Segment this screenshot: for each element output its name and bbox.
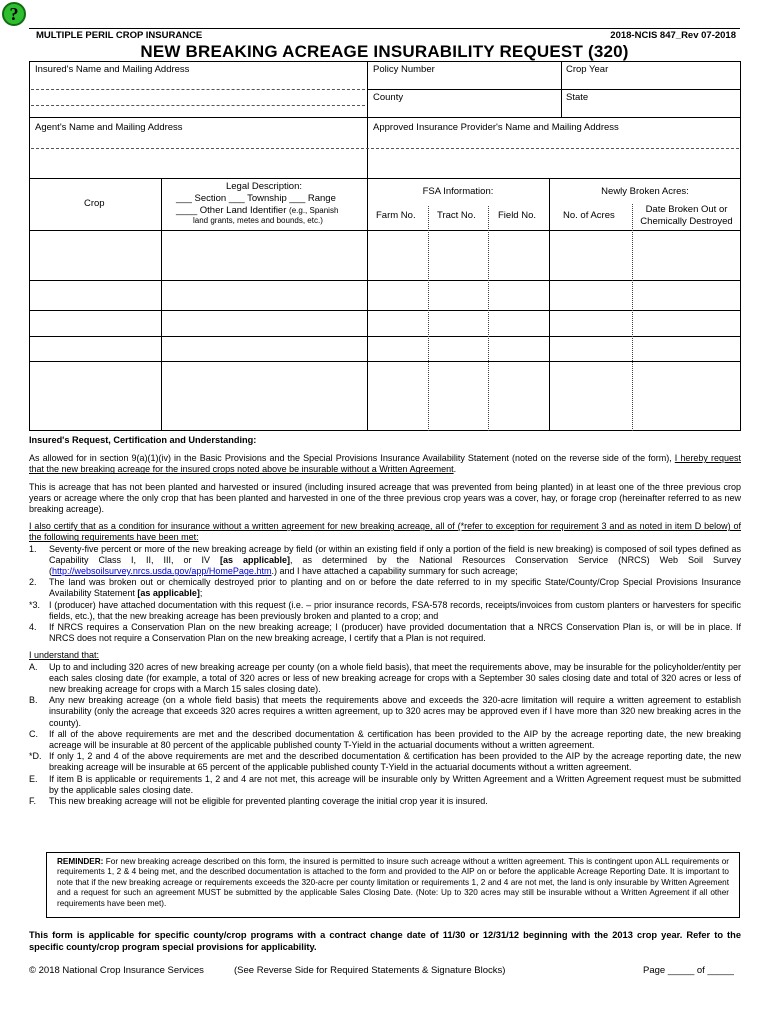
certify-paragraph: I also certify that as a condition for insurance without a written agreement for new breaking acreage, all of (*refer to exception for requirement 3 and as noted in item D below) of the following requirements have been met: xyxy=(29,521,741,543)
definition-paragraph: This is acreage that has not been planted and harvested or insured (including insured acreage that was prevented from being planted) in at least one of the three previous crop years or acreage where the only crop that has been planted and harvested in one of the three previous crop years was a cover, hay, or forage crop (hereinafter referred to as new breaking acreage). xyxy=(29,481,741,515)
understanding-f: F. This new breaking acreage will not be eligible for prevented planting coverage the initial crop year it is insured. xyxy=(29,796,488,807)
requirement-1: 1. Seventy-five percent or more of the new breaking acreage by field (or within an existing field if only a portion of the field is new breaking) is composed of soil types defined as Capability Class I, II, III, or IV [as applicable], as determined by the National Resources Conservation Service (NRCS) Web Soil Survey (http://websoilsurvey.nrcs.usda.gov/app/HomePage.htm.) and I have attached a capability summary for such acreage; xyxy=(29,543,741,577)
fsa-information-header: FSA Information: xyxy=(422,186,494,197)
copyright: © 2018 National Crop Insurance Services xyxy=(29,965,204,976)
legal-other-identifier: ____ Other Land Identifier (e.g., Spanish xyxy=(176,205,339,216)
requirement-4: 4. If NRCS requires a Conservation Plan on the new breaking acreage; I (producer) have provided documentation that a NRCS Conservation Plan is, or will be in place. If NRCS does not require a Conservation Plan on the new breaking acreage, I certify that a Plan is not required. xyxy=(29,622,741,644)
program-name: MULTIPLE PERIL CROP INSURANCE xyxy=(36,30,203,41)
form-number: 2018-NCIS 847_Rev 07-2018 xyxy=(610,30,736,41)
newly-broken-acres-header: Newly Broken Acres: xyxy=(601,186,689,197)
legal-description-header: Legal Description: xyxy=(225,181,303,192)
aip-name-label: Approved Insurance Provider's Name and Mailing Address xyxy=(373,122,619,133)
no-of-acres-header: No. of Acres xyxy=(563,210,615,221)
legal-section-line: ___ Section ___ Township ___ Range xyxy=(176,193,336,204)
agent-address-line[interactable] xyxy=(31,148,739,149)
legal-examples: land grants, metes and bounds, etc.) xyxy=(193,216,323,225)
crop-year-label: Crop Year xyxy=(566,64,609,75)
agent-name-label: Agent's Name and Mailing Address xyxy=(35,122,183,133)
reverse-side-note: (See Reverse Side for Required Statements & Signature Blocks) xyxy=(234,965,506,976)
understanding-a: A. Up to and including 320 acres of new breaking acreage per county (on a whole field basis), that meet the requirements above, may be insurable for the policyholder/entity per each sales closing date (for example, a total of 320 acres or less of new breaking acreage for crops with a September 30 sales closing date and total of 320 acres or less of new breaking acreage for crops with a March 15 sales closing date). xyxy=(29,661,741,695)
web-soil-survey-link[interactable]: http://websoilsurvey.nrcs.usda.gov/app/HomePage.htm xyxy=(52,566,272,577)
info-block xyxy=(29,61,741,178)
form-header xyxy=(29,28,740,43)
insured-name-label: Insured's Name and Mailing Address xyxy=(35,64,190,75)
crop-column-header: Crop xyxy=(84,198,105,209)
understanding-e: E. If item B is applicable or requirements 1, 2 and 4 are not met, this acreage will be insurable only by Written Agreement and a Written Agreement request must be submitted by the applicable sales closing date. xyxy=(29,773,741,795)
help-icon[interactable]: ? xyxy=(2,2,26,26)
applicability-note: This form is applicable for specific county/crop programs with a contract change date of 11/30 or 12/31/12 beginning with the 2013 crop year. Refer to the specific county/crop program special provisions for applicability. xyxy=(29,930,741,952)
county-label: County xyxy=(373,92,404,103)
requirement-2: 2. The land was broken out or chemically destroyed prior to planting and on or before the date referred to in my specific State/County/Crop Special Provisions Insurance Availability Statement [as applicable]; xyxy=(29,577,741,599)
insured-address-line-2[interactable] xyxy=(31,105,365,106)
insured-address-line[interactable] xyxy=(31,89,365,90)
field-no-header: Field No. xyxy=(498,210,537,221)
tract-no-header: Tract No. xyxy=(437,210,476,221)
understanding-b: B. Any new breaking acreage (on a whole field basis) that meets the requirements above and exceeds the 320-acre limitation will require a written agreement to establish insurability (only the acreage that exceeds 320 acres requires a written agreement, up to 320 acres may be approved even if I have more than 320 new breaking acres in the county). xyxy=(29,695,741,728)
reminder-box: REMINDER: For new breaking acreage described on this form, the insured is permitted to insure such acreage without a written agreement. This is contingent upon ALL requirements or requirements 1, 2 & 4 being met, and the described documentation is attached to the form and provided to the AIP on or before the applicable Acreage Reporting Date. It is important to note that if the new breaking acreage or requirements exceeds the 320-acre per county limitation or requirements 1, 2 and 4 are not met, the land is only insurable by Written Agreement and a request for such an agreement MUST be submitted by the applicable Sales Closing Date. (Note: Up to 320 acres may still be insurable without a Written Agreement if all other requirements have been met). xyxy=(46,852,740,918)
certification-section xyxy=(29,435,741,807)
understanding-d: *D. If only 1, 2 and 4 of the above requirements are met and the described documentation & certification has been provided to the AIP by the acreage reporting date, the new breaking acreage will be insurable at 65 percent of the applicable published county T-Yield in the actuarial documents without a written agreement. xyxy=(29,751,741,773)
state-label: State xyxy=(566,92,589,103)
certification-heading: Insured's Request, Certification and Understanding: xyxy=(29,435,257,445)
date-broken-header: Date Broken Out or xyxy=(645,204,728,215)
requirement-3: *3. I (producer) have attached documentation with this request (i.e. – prior insurance records, FSA-578 records, receipts/invoices from custom planters or harvesters for specific fields, etc.), that the new breaking acreage has been previously broken and planted to a crop; and xyxy=(29,599,741,621)
policy-number-label: Policy Number xyxy=(373,64,435,75)
date-destroyed-header: Chemically Destroyed xyxy=(640,216,733,227)
understanding-c: C. If all of the above requirements are met and the described documentation & certification has been provided to the AIP by the acreage reporting date, the new breaking acreage will be insurable at 80 percent of the applicable published county T-Yield in the actuarial documents without a written agreement. xyxy=(29,728,741,751)
understand-heading: I understand that: xyxy=(29,650,100,661)
request-paragraph: As allowed for in section 9(a)(1)(iv) in the Basic Provisions and the Special Provisions Insurance Availability Statement (noted on the reverse side of the form), I hereby request that the new breaking acreage for the insured crops noted above be insurable without a Written Agreement. xyxy=(29,453,741,475)
form-title: NEW BREAKING ACREAGE INSURABILITY REQUEST (320) xyxy=(140,42,629,61)
farm-no-header: Farm No. xyxy=(376,210,416,221)
page-number-field[interactable]: Page _____ of _____ xyxy=(643,965,734,976)
